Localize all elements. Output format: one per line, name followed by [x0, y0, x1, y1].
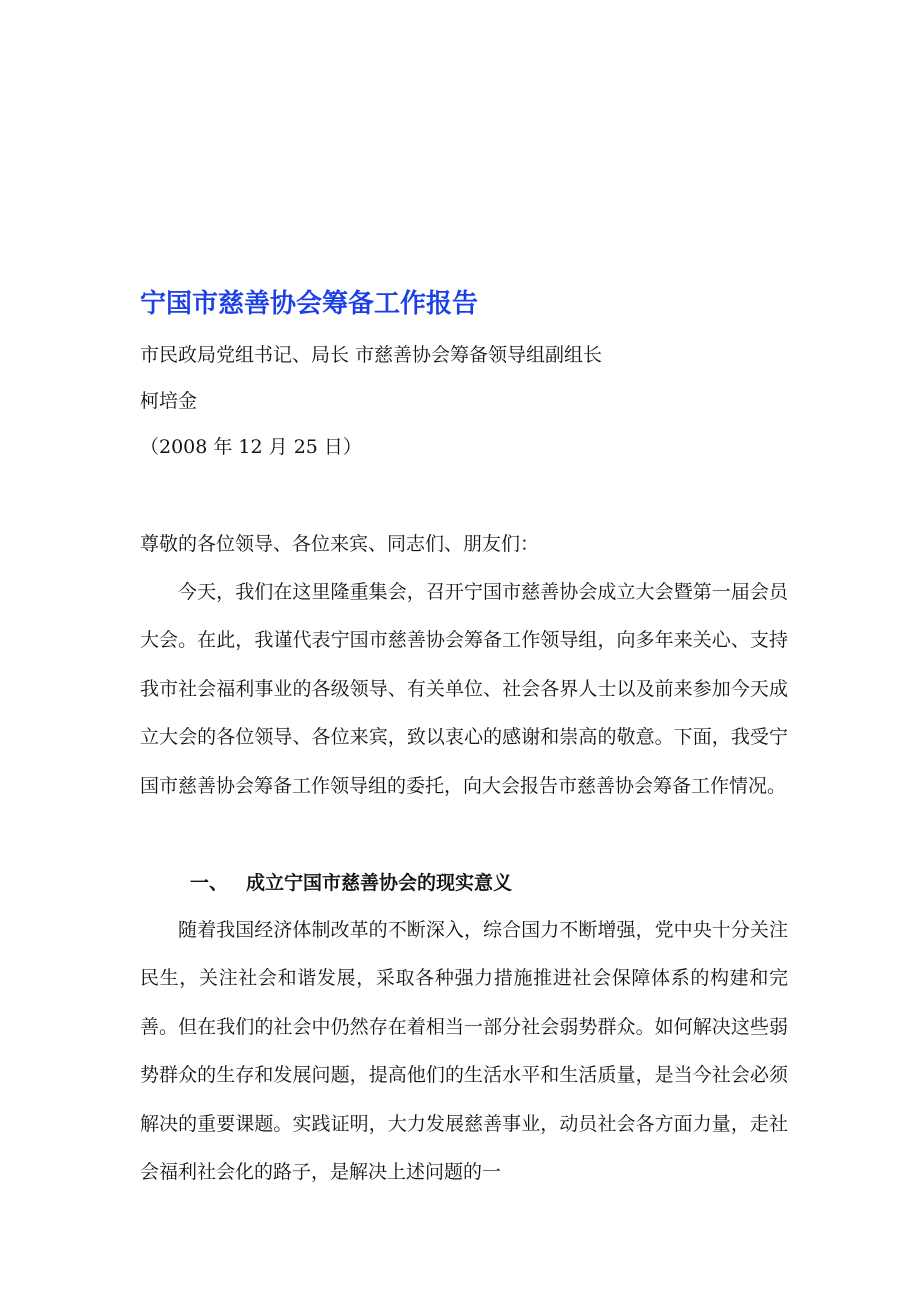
greeting-line: 尊敬的各位领导、各位来宾、同志们、朋友们：: [140, 533, 540, 555]
paragraph-opening: 今天，我们在这里隆重集会，召开宁国市慈善协会成立大会暨第一届会员大会。在此，我谨代表宁国市慈善协会筹备工作领导组，向多年来关心、支持我市社会福利事业的各级领导、有关单位、社会各界人士以及前来参加今天成立大会的各位领导、各位来宾，致以衷心的感谢和崇高的敬意。下面，我受宁国市慈善协会筹备工作领导组的委托，向大会报告市慈善协会筹备工作情况。: [140, 581, 788, 797]
section-heading-1: [190, 868, 512, 898]
document-title: 宁国市慈善协会筹备工作报告: [140, 289, 479, 319]
report-date: （2008 年 12 月 25 日）: [140, 436, 362, 458]
speaker-role: 市民政局党组书记、局长 市慈善协会筹备领导组副组长: [140, 344, 603, 366]
section-number: 一、: [190, 872, 229, 894]
section-title: 成立宁国市慈善协会的现实意义: [246, 872, 513, 894]
speaker-name: 柯培金: [140, 390, 198, 412]
paragraph-significance: 随着我国经济体制改革的不断深入，综合国力不断增强，党中央十分关注民生，关注社会和谐发展，采取各种强力措施推进社会保障体系的构建和完善。但在我们的社会中仍然存在着相当一部分社会弱势群众。如何解决这些弱势群众的生存和发展问题，提高他们的生活水平和生活质量，是当今社会必须解决的重要课题。实践证明，大力发展慈善事业，动员社会各方面力量，走社会福利社会化的路子，是解决上述问题的一: [140, 919, 788, 1184]
